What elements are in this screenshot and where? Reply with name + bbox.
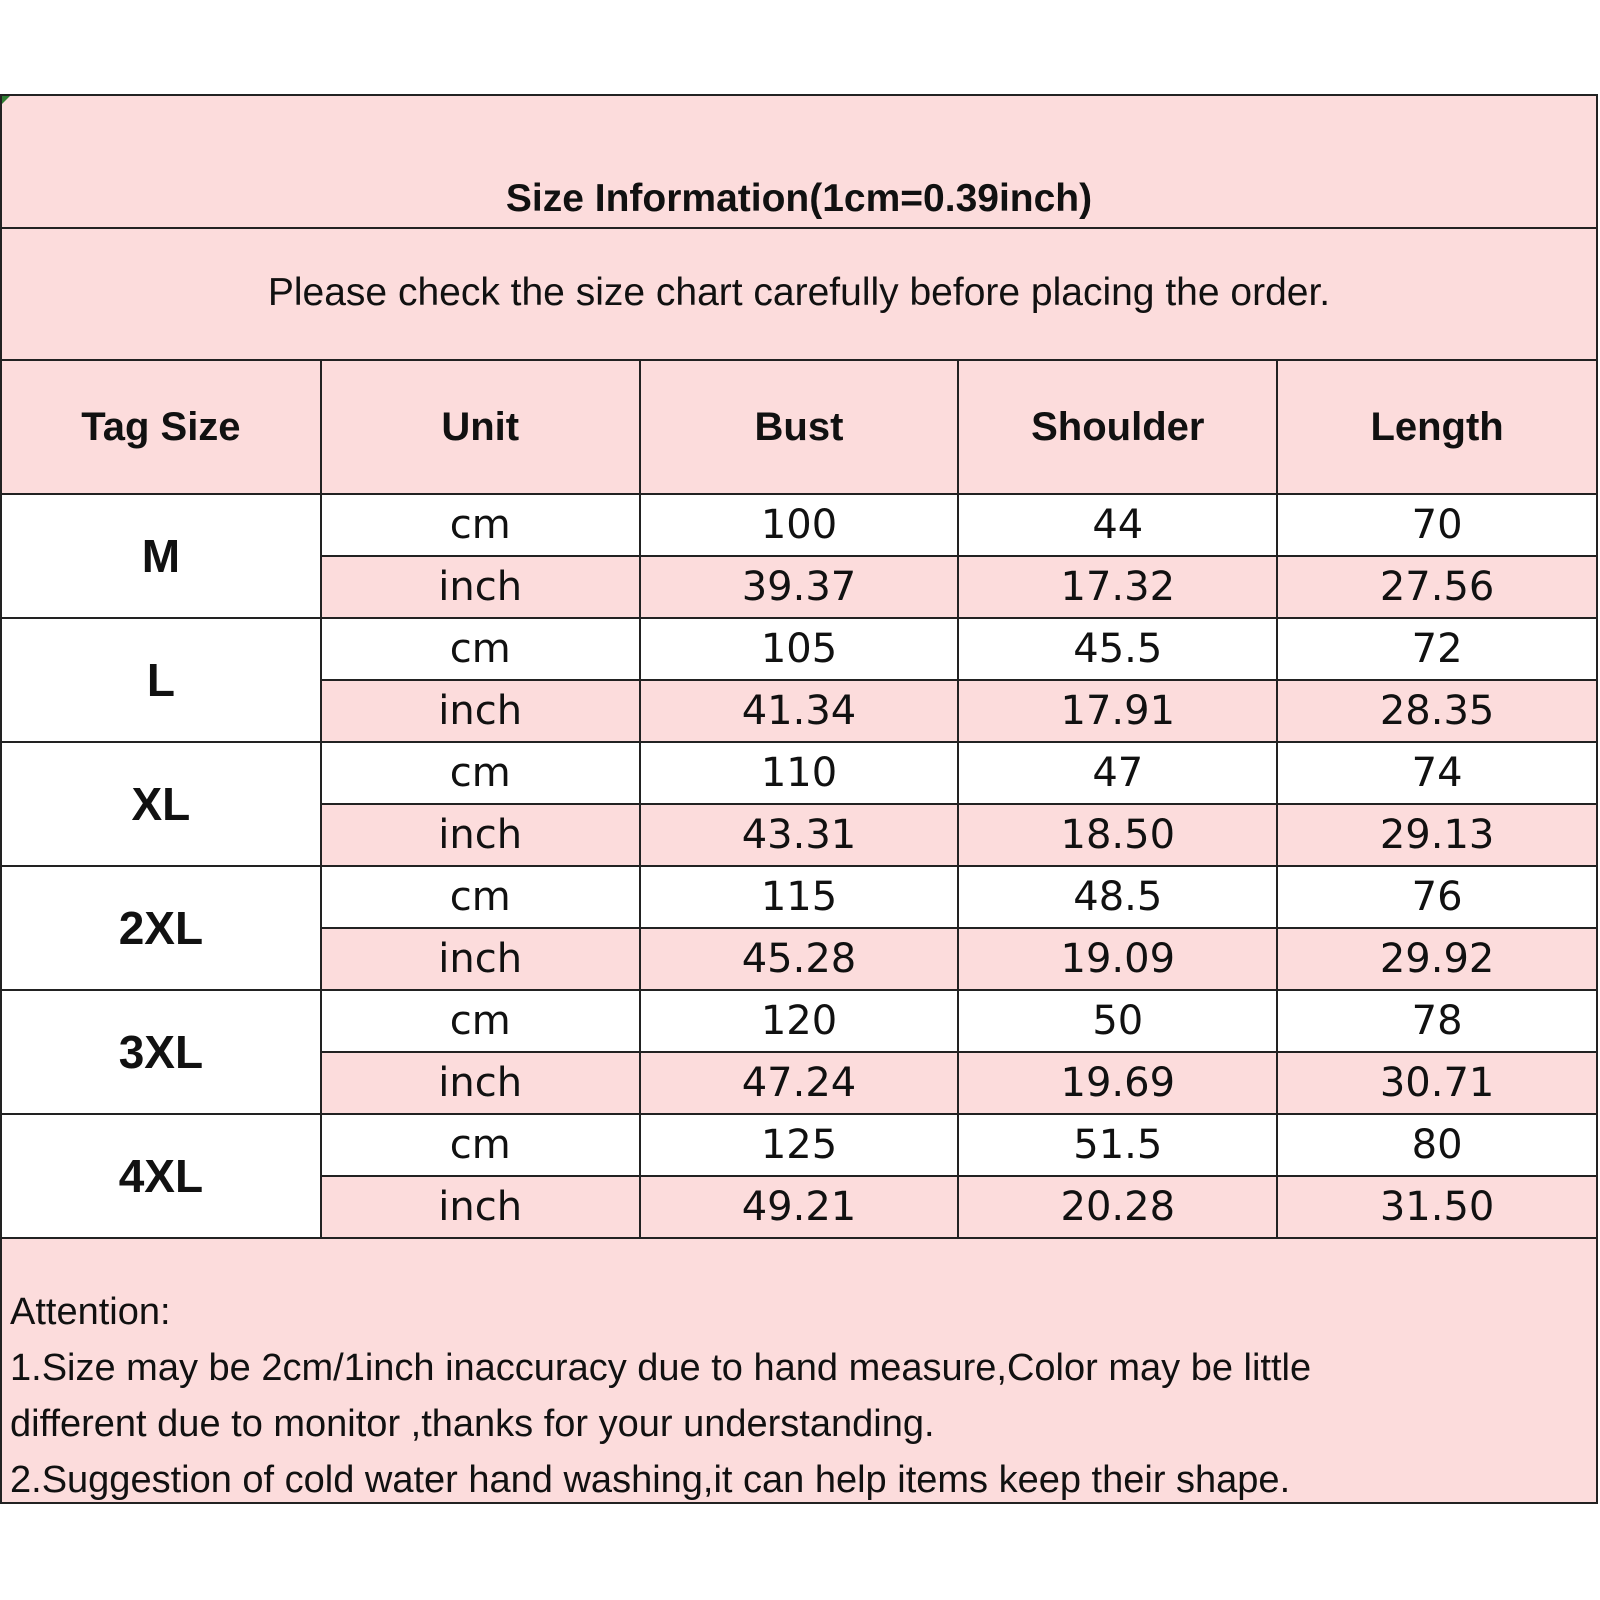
bust-cell: 105	[640, 618, 959, 680]
attention-heading: Attention:	[10, 1291, 171, 1333]
shoulder-cell: 51.5	[958, 1114, 1277, 1176]
unit-cell: inch	[321, 804, 640, 866]
table-row	[2, 742, 1596, 804]
length-cell: 27.56	[1277, 556, 1596, 618]
table-row	[2, 494, 1596, 556]
tag-size-cell: 4XL	[2, 1114, 321, 1238]
bust-cell: 100	[640, 494, 959, 556]
unit-cell: inch	[321, 556, 640, 618]
bust-cell: 115	[640, 866, 959, 928]
length-cell: 72	[1277, 618, 1596, 680]
unit-cell: cm	[321, 866, 640, 928]
length-cell: 30.71	[1277, 1052, 1596, 1114]
size-table	[2, 361, 1596, 1239]
column-header-tag-size: Tag Size	[2, 361, 321, 494]
bust-cell: 49.21	[640, 1176, 959, 1238]
bust-cell: 43.31	[640, 804, 959, 866]
size-table-body	[2, 494, 1596, 1238]
notice-band	[2, 229, 1596, 361]
table-row	[2, 866, 1596, 928]
tag-size-cell: 2XL	[2, 866, 321, 990]
unit-cell: cm	[321, 990, 640, 1052]
tag-size-cell: M	[2, 494, 321, 618]
size-table-wrapper	[2, 361, 1596, 1239]
unit-cell: cm	[321, 742, 640, 804]
shoulder-cell: 50	[958, 990, 1277, 1052]
table-row	[2, 618, 1596, 680]
unit-cell: inch	[321, 1052, 640, 1114]
attention-line-3: 2.Suggestion of cold water hand washing,it can help items keep their shape.	[10, 1459, 1291, 1501]
shoulder-cell: 48.5	[958, 866, 1277, 928]
unit-cell: cm	[321, 494, 640, 556]
length-cell: 29.13	[1277, 804, 1596, 866]
bust-cell: 125	[640, 1114, 959, 1176]
length-cell: 74	[1277, 742, 1596, 804]
bust-cell: 41.34	[640, 680, 959, 742]
unit-cell: inch	[321, 928, 640, 990]
page-title: Size Information(1cm=0.39inch)	[505, 177, 1093, 220]
unit-cell: inch	[321, 680, 640, 742]
table-row	[2, 990, 1596, 1052]
length-cell: 31.50	[1277, 1176, 1596, 1238]
tag-size-cell: L	[2, 618, 321, 742]
shoulder-cell: 17.32	[958, 556, 1277, 618]
bust-cell: 110	[640, 742, 959, 804]
shoulder-cell: 19.09	[958, 928, 1277, 990]
unit-cell: inch	[321, 1176, 640, 1238]
bust-cell: 39.37	[640, 556, 959, 618]
column-header-unit: Unit	[321, 361, 640, 494]
length-cell: 76	[1277, 866, 1596, 928]
length-cell: 78	[1277, 990, 1596, 1052]
length-cell: 80	[1277, 1114, 1596, 1176]
length-cell: 70	[1277, 494, 1596, 556]
unit-cell: cm	[321, 618, 640, 680]
shoulder-cell: 44	[958, 494, 1277, 556]
title-band	[2, 96, 1596, 229]
order-notice: Please check the size chart carefully before placing the order.	[267, 271, 1331, 314]
size-chart-sheet	[0, 94, 1598, 1504]
tag-size-cell: 3XL	[2, 990, 321, 1114]
shoulder-cell: 45.5	[958, 618, 1277, 680]
shoulder-cell: 20.28	[958, 1176, 1277, 1238]
column-header-length: Length	[1277, 361, 1596, 494]
column-header-bust: Bust	[640, 361, 959, 494]
bust-cell: 47.24	[640, 1052, 959, 1114]
tag-size-cell: XL	[2, 742, 321, 866]
attention-line-1: 1.Size may be 2cm/1inch inaccuracy due to hand measure,Color may be little	[10, 1347, 1312, 1389]
length-cell: 29.92	[1277, 928, 1596, 990]
table-header-row	[2, 361, 1596, 494]
column-header-shoulder: Shoulder	[958, 361, 1277, 494]
shoulder-cell: 19.69	[958, 1052, 1277, 1114]
bust-cell: 45.28	[640, 928, 959, 990]
shoulder-cell: 17.91	[958, 680, 1277, 742]
attention-line-2: different due to monitor ,thanks for your understanding.	[10, 1403, 935, 1445]
table-row	[2, 1114, 1596, 1176]
shoulder-cell: 18.50	[958, 804, 1277, 866]
attention-section	[2, 1246, 1596, 1508]
bust-cell: 120	[640, 990, 959, 1052]
unit-cell: cm	[321, 1114, 640, 1176]
shoulder-cell: 47	[958, 742, 1277, 804]
length-cell: 28.35	[1277, 680, 1596, 742]
